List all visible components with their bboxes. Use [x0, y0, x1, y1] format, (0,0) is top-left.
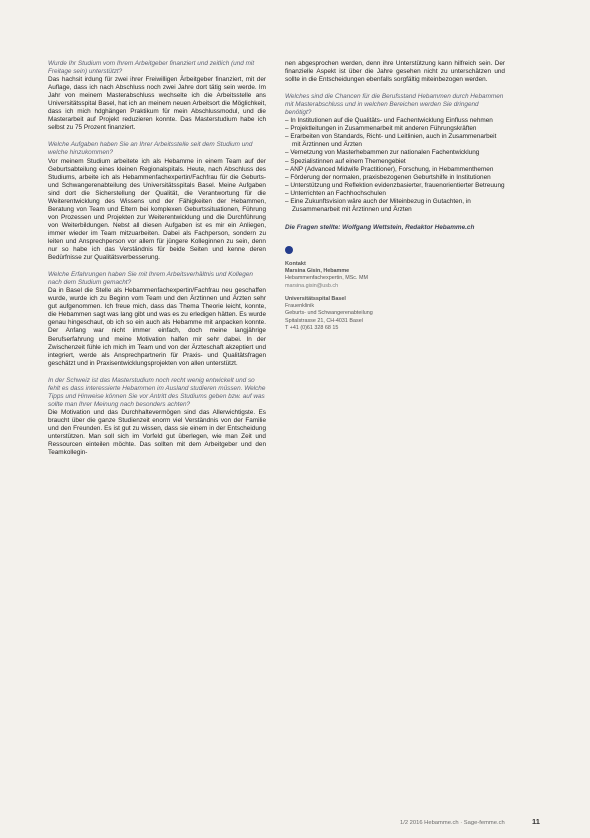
list-item: – Unterstützung und Reflektion evidenzbasierter, frauenorientierter Betreuung — [285, 181, 505, 189]
contact-department: Frauenklinik — [285, 303, 315, 310]
answer-1: Das hachsit irdung für zwei ihrer Freiwilligen Ärbeitgeber finanziert, mit der Auflage, dass ich nach Abschluss noch zwei Jahre dort tätig sein werde. Im Jahr von meinem Masterabschluss wechselte ich die Arbeitsstelle ans Universitätsspital Basel, hat ich an meinem neuen Arbeitsort die Möglichkeit, dass ich mich hdghängen Praktikum für mein Abschlussmodul, und die Masterarbeit auf Projekt reduzieren konnte. Das Masterstudium habe ich selbst zu 75 Prozent finanziert. — [48, 76, 266, 132]
list-item: – In Institutionen auf die Qualitäts- und Fachentwicklung Einfluss nehmen — [285, 117, 493, 125]
question-3: Welche Erfahrungen haben Sie mit Ihrem Arbeitsverhältnis und Kollegen nach dem Studium gemacht? — [48, 271, 253, 287]
contact-heading: Kontakt — [285, 260, 306, 267]
contact-organisation: Universitätsspital Basel — [285, 295, 346, 302]
bullet-dot-icon — [285, 246, 293, 254]
question-5: Welches sind die Chancen für die Berufsstand Hebammen durch Hebammen mit Masterabschluss und in welchen Bereichen werden Sie dringend benötigt? — [285, 93, 504, 117]
left-column — [48, 60, 266, 466]
answer-4-continued: nen abgesprochen werden, denn ihre Unterstützung kann hilfreich sein. Der finanzielle Aspekt ist über die Jahre gesehen nicht zu unterschätzen und sollte in die Entscheidungen ebenfalls sorgfältig miteinbezogen werden. — [285, 60, 505, 84]
opportunities-list — [285, 117, 505, 214]
answer-4: Die Motivation und das Durchhaltevermögen sind das Allerwichtigste. Es braucht über die ganze Studienzeit enorm viel Verständnis von der Familie und den Freunden. Es ist gut zu wissen, dass sie einem in der Entscheidung unterstützen. Man soll sich im Vorfeld gut überlegen, wie man Zeit und Ressourcen einteilen möchte. Das sollten mit dem Arbeitgeber und den Teamkollegin- — [48, 408, 266, 457]
question-1: Wurde Ihr Studium vom Ihrem Arbeitgeber finanziert und zeitlich (und mit Freitage sein) unterstützt? — [48, 60, 255, 76]
list-item: – Vernetzung von Masterhebammen zur nationalen Fachentwicklung — [285, 149, 480, 157]
contact-phone: T +41 (0)61 328 68 15 — [285, 325, 339, 332]
contact-unit: Geburts- und Schwangerenabteilung — [285, 310, 373, 317]
interview-credit: Die Fragen stellte: Wolfgang Wettstein, Redaktor Hebamme.ch — [285, 223, 475, 231]
question-4: In der Schweiz ist das Masterstudium noch recht wenig entwickelt und so fehlt es dass interessierte Hebammen im Ausland studieren müssen. Welche Tipps und Hinweise können Sie vor Antritt des Studiums geben bzw. auf was sollte man Ihrer Meinung nach besonders achten? — [48, 376, 266, 408]
contact-email-link[interactable]: marsina.gisin@usb.ch — [285, 282, 339, 289]
answer-2: Vor meinem Studium arbeitete ich als Hebamme in einem Team auf der Geburtsabteilung eines kleinen Regionalspitals. Heute, nach Abschluss des Studiums, arbeite ich als Hebammenfachexpertin/Fachfrau für die Geburts- und Schwangerenabteilung des Universitätsspitals Basel. Meine Aufgaben sind dort die Sicherstellung der Qualität, die Verantwortung für die Weiterentwicklung des Wissens und der Fähigkeiten der Hebammen, Beratung von Team und Eltern bei komplexen Geburtssituationen, Führung von Prozessen und Projekten zur Weiterentwicklung und die Durchführung von Weiterbildungen. Nebst all diesen Aufgaben ist es mir ein Anliegen, immer wieder im Team mitzuarbeiten. Dabei als Fachperson, sondern zu leiten und Ansprechperson vor allem für jüngere Kolleginnen zu sein, denn nur so habe ich das Verständnis für beide Seiten und kenne deren Bedürfnisse zur Qualitätsverbesserung. — [48, 157, 266, 262]
contact-role: Hebammenfachexpertin, MSc. MM — [285, 275, 368, 282]
list-item: – Erarbeiten von Standards, Richt- und Leitlinien, auch in Zusammenarbeit mit Ärztinnen und Ärzten — [285, 133, 497, 149]
contact-name: Marsina Gisin, Hebamme — [285, 267, 350, 274]
question-2: Welche Aufgaben haben Sie an Ihrer Arbeitsstelle seit dem Studium und welche hinzukommen? — [48, 141, 253, 157]
contact-address: Spitalstrasse 21, CH-4031 Basel — [285, 317, 363, 324]
list-item: – Eine Zukunftsvision wäre auch der Miteinbezug in Gutachten, in Zusammenarbeit mit Ärztinnen und Ärzten — [285, 197, 471, 213]
page-number: 11 — [532, 817, 540, 826]
footer-publication: 1/2 2016 Hebamme.ch · Sage-femme.ch — [400, 820, 505, 826]
answer-3: Da in Basel die Stelle als Hebammenfachexpertin/Fachfrau neu geschaffen wurde, wurde ich zu Beginn vom Team und den Ärztinnen und Ärzten sehr gut aufgenommen. Ich freue mich, dass das Thema Theorie leicht, konnte, die Hebammen sagt was lang gibt und was es zu erledigen hätten. Es wurde genau hingeschaut, ob ich so ein auch als Hebamme mit anpacken konnte. Der Anfang war nicht immer einfach, doch meine langjährige Berufserfahrung und meine Motivation halfen mir sehr dabei. In der Zwischenzeit fühle ich mich im Team und von der Ärzteschaft akzeptiert und integriert, werde als Ansprechpartnerin für Praxis- und Qualitätsfragen geschätzt und in Praxisentwicklungsprojekten von allen unterstützt. — [48, 287, 266, 367]
list-item: – ANP (Advanced Midwife Practitioner), Forschung, in Hebammenthemen — [285, 165, 494, 173]
right-column — [285, 60, 505, 332]
list-item: – Projektleitungen in Zusammenarbeit mit anderen Führungskräften — [285, 125, 477, 133]
list-item: – Spezialistinnen auf einem Themengebiet — [285, 157, 406, 165]
list-item: – Förderung der normalen, praxisbezogenen Geburtshilfe in Institutionen — [285, 173, 491, 181]
list-item: – Unterrichten an Fachhochschulen — [285, 189, 386, 197]
